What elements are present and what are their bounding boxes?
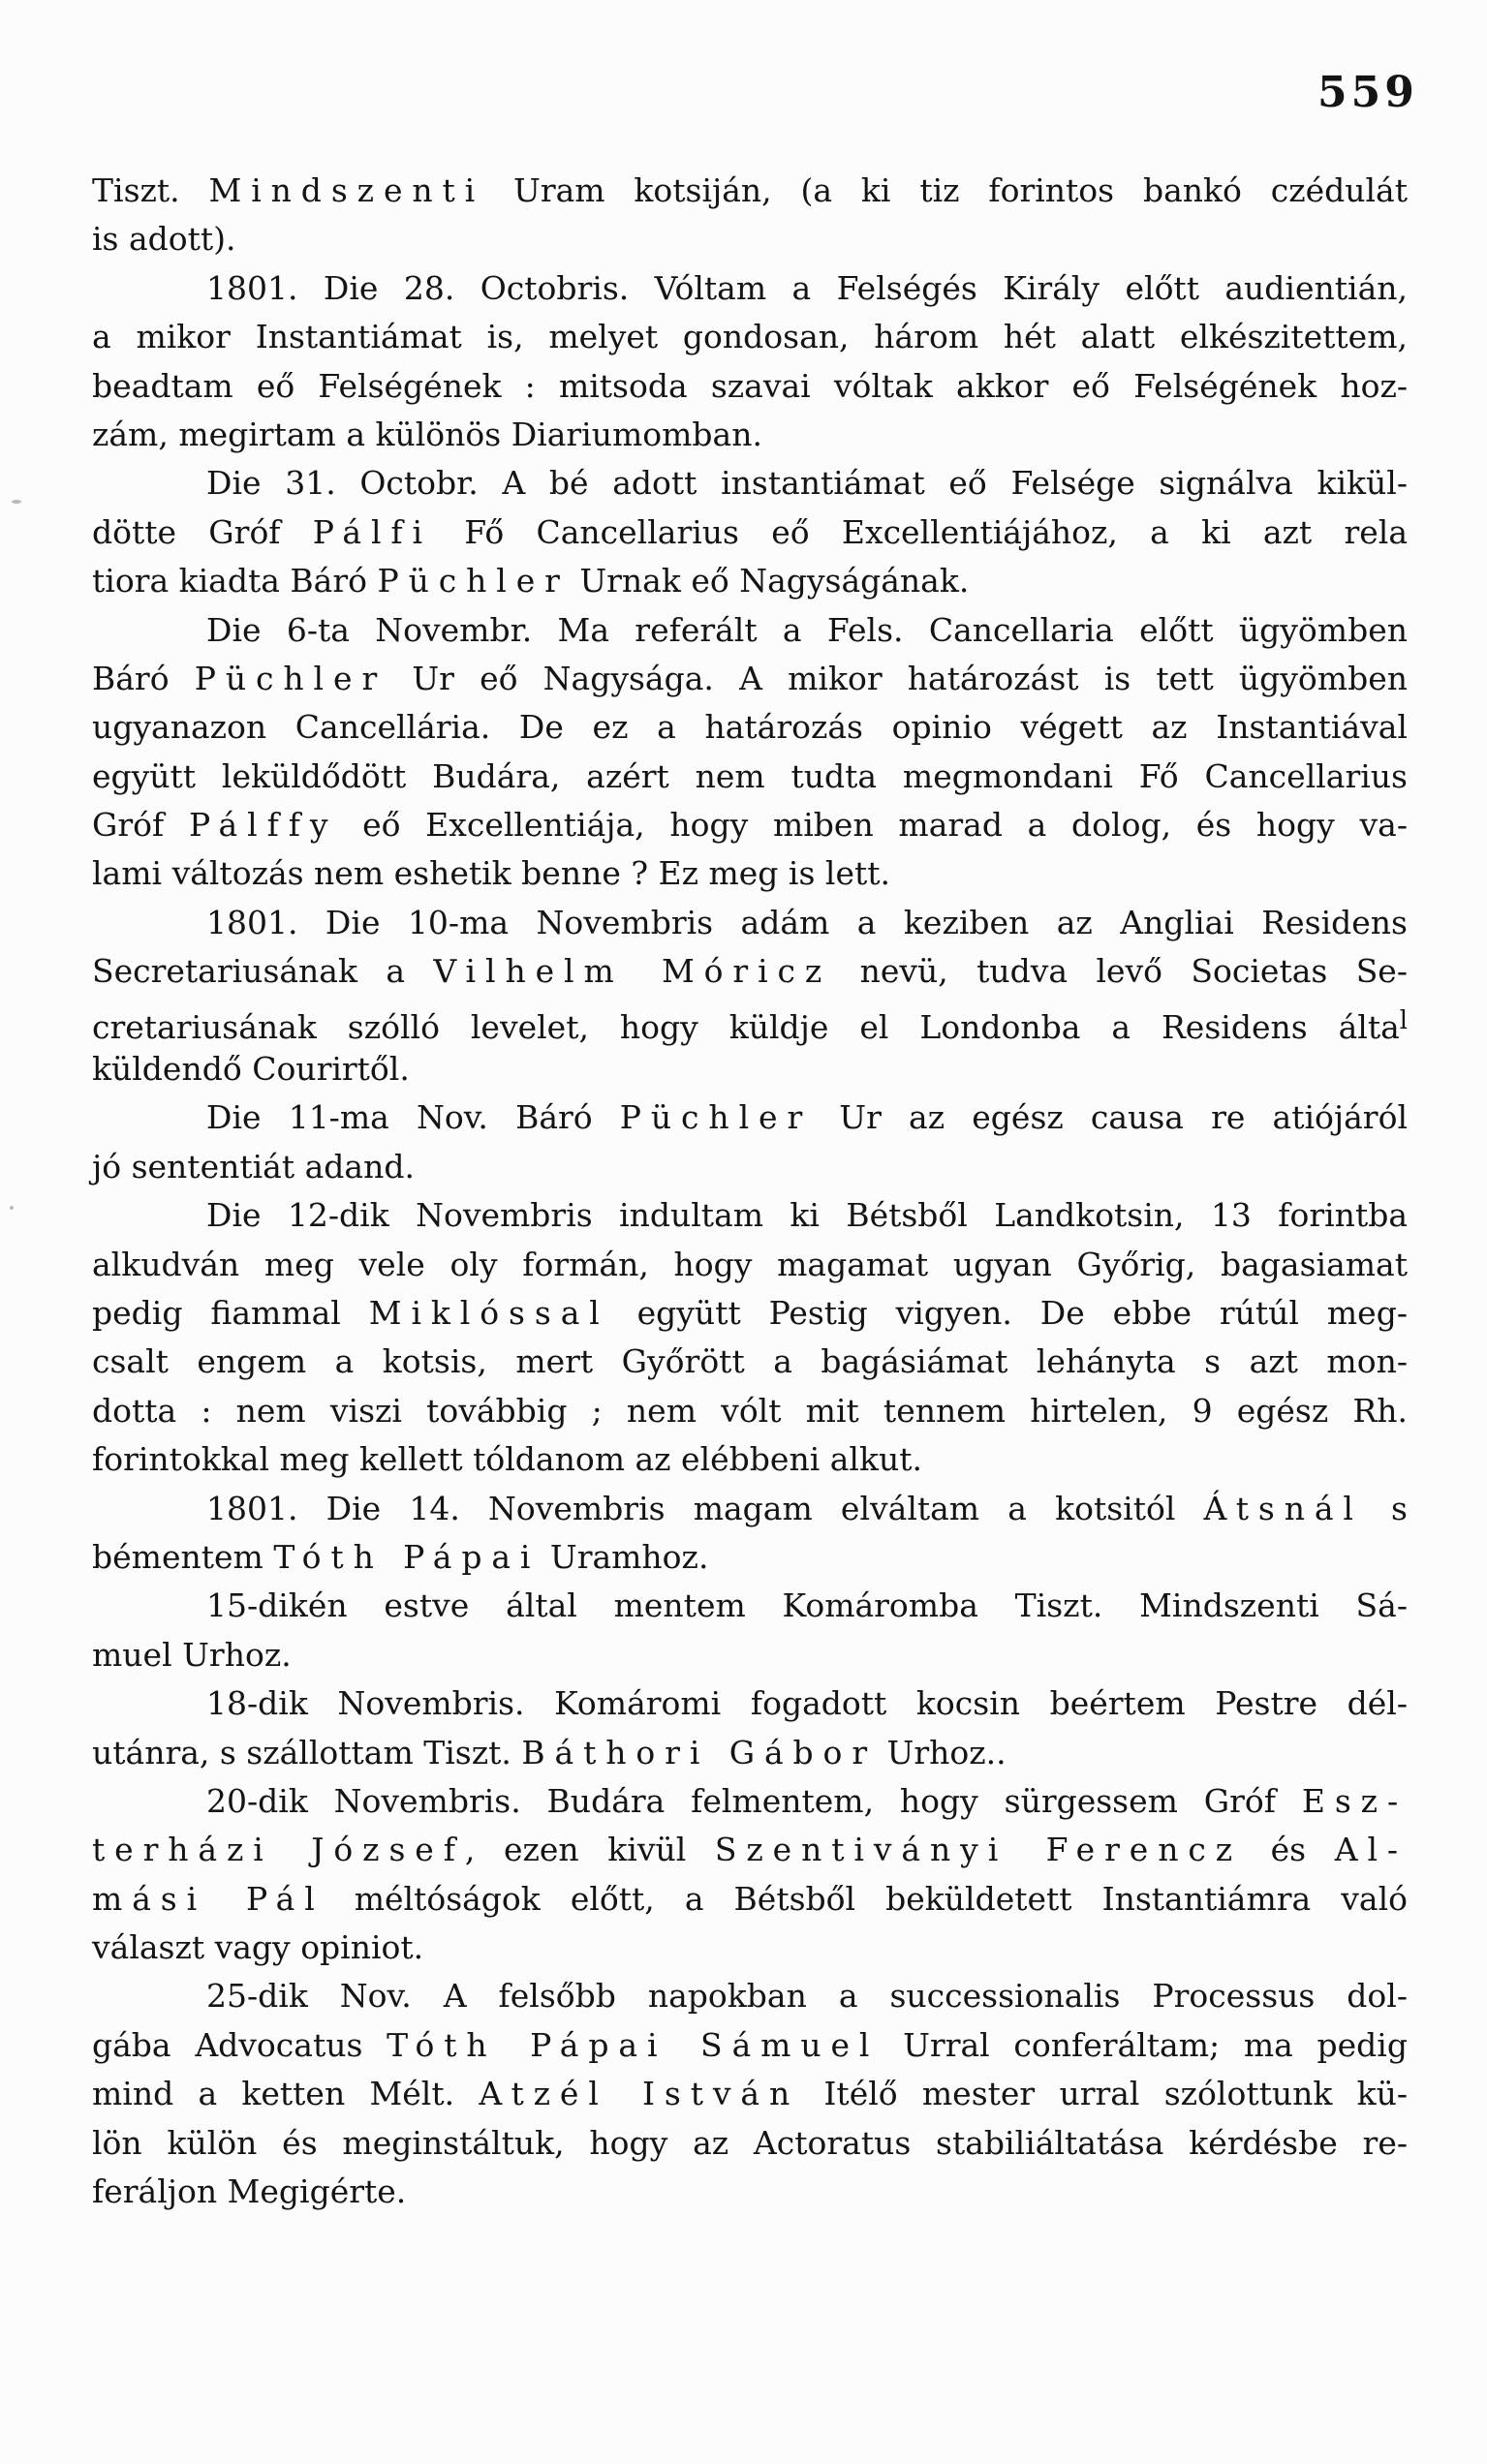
text-segment: választ vagy opiniot. (92, 1928, 424, 1967)
text-segment: a mikor Instantiámat is, melyet gondosan, három hét alatt elkészitettem, (92, 318, 1408, 356)
text-segment: tiora kiadta Báró (92, 562, 378, 601)
scan-speck (10, 1206, 14, 1210)
text-line (92, 1729, 1408, 1777)
text-line (92, 801, 1408, 849)
text-segment: Báró (92, 659, 195, 697)
text-segment: Tiszt. (92, 171, 209, 209)
person-name: terházi József (92, 1831, 465, 1869)
scan-speck (12, 500, 21, 504)
text-segment: 1801. Die 28. Octobris. Vóltam a Felségés Király előtt audientián, (206, 268, 1408, 307)
text-line (92, 1533, 1408, 1582)
text-line (92, 1241, 1408, 1289)
person-name: Átsnál (1203, 1489, 1363, 1527)
text-segment: Itélő mester urral szólottunk kü- (799, 2075, 1409, 2113)
text-segment: lami változás nem eshetik benne ? Ez meg is lett. (92, 854, 891, 893)
text-line (92, 1045, 1408, 1093)
person-name: Vilhelm Móricz (433, 952, 832, 991)
person-name: Miklóssal (368, 1293, 609, 1332)
text-segment: és (1242, 1831, 1335, 1869)
text-segment: gába Advocatus (92, 2025, 387, 2064)
text-line (92, 1387, 1408, 1435)
text-segment: muel Urhoz. (92, 1635, 292, 1674)
text-line (92, 1435, 1408, 1484)
text-segment: cretariusának szólló levelet, hogy küldje el Londonba a Residens álta (92, 1007, 1400, 1046)
person-name: Esz- (1301, 1781, 1408, 1820)
text-segment: Urhoz.. (877, 1733, 1007, 1771)
page-number: 559 (1317, 68, 1418, 117)
text-line (92, 849, 1408, 898)
text-line (92, 997, 1408, 1045)
text-line (92, 655, 1408, 703)
text-line (92, 1924, 1408, 1972)
text-line (92, 264, 1408, 313)
text-segment: 1801. Die 14. Novembris magam elváltam a kotsitól (206, 1489, 1204, 1527)
text-segment: Urnak eő Nagyságának. (569, 562, 970, 601)
text-line (92, 1093, 1408, 1142)
text-segment: bémentem (92, 1537, 274, 1576)
text-segment: alkudván meg vele oly formán, hogy magamat ugyan Győrig, bagasiamat (92, 1245, 1408, 1283)
person-name: Mindszenti (208, 171, 485, 209)
text-segment: ugyanazon Cancellária. De ez a határozás opinio végett az Instantiával (92, 708, 1408, 747)
page-text (92, 167, 1408, 2216)
superscript-letter: l (1399, 1005, 1408, 1035)
text-segment: Secretariusának a (92, 952, 434, 991)
text-line (92, 1143, 1408, 1191)
text-segment: Ur eő Nagysága. A mikor határozást is tett ügyömben (387, 659, 1409, 697)
text-segment: 15-dikén estve által mentem Komáromba Tiszt. Mindszenti Sá- (206, 1586, 1408, 1625)
text-segment: Fő Cancellarius eő Excellentiájához, a ki azt rela (432, 512, 1408, 551)
text-segment: lön külön és meginstáltuk, hogy az Actoratus stabiliáltatása kérdésbe re- (92, 2123, 1408, 2162)
text-line (92, 411, 1408, 459)
text-segment: Die 31. Octobr. A bé adott instantiámat eő Felsége signálva kikül- (206, 464, 1408, 503)
text-line (92, 215, 1408, 263)
text-segment: Die 6-ta Novembr. Ma referált a Fels. Cancellaria előtt ügyömben (206, 610, 1408, 649)
text-segment: zám, megirtam a különös Diariumomban. (92, 415, 762, 453)
text-segment: jó sententiát adand. (92, 1147, 415, 1186)
text-line (92, 362, 1408, 411)
text-segment: 25-dik Nov. A felsőbb napokban a successionalis Processus dol- (206, 1977, 1408, 2016)
text-segment: , ezen kivül (464, 1831, 715, 1869)
text-segment: együtt Pestig vigyen. De ebbe rútúl meg- (608, 1293, 1408, 1332)
person-name: mási Pál (92, 1879, 325, 1918)
text-line (92, 1485, 1408, 1533)
text-segment: 20-dik Novembris. Budára felmentem, hogy sürgessem Gróf (206, 1781, 1302, 1820)
text-segment: pedig fiammal (92, 1293, 369, 1332)
text-segment: 18-dik Novembris. Komáromi fogadott kocsin beértem Pestre dél- (206, 1684, 1408, 1723)
text-line (92, 1289, 1408, 1338)
person-name: Atzél István (479, 2075, 800, 2113)
text-line (92, 557, 1408, 605)
person-name: Báthori Gábor (521, 1733, 878, 1771)
text-line (92, 1875, 1408, 1924)
text-segment: küldendő Courirtől. (92, 1050, 410, 1089)
text-segment: s (1362, 1489, 1408, 1527)
text-line (92, 2119, 1408, 2168)
text-segment: Uramhoz. (540, 1537, 709, 1576)
text-segment: csalt engem a kotsis, mert Győrött a bagásiámat lehányta s azt mon- (92, 1342, 1408, 1381)
text-segment: együtt leküldődött Budára, azért nem tudta megmondani Fő Cancellarius (92, 756, 1408, 795)
text-segment: eő Excellentiája, hogy miben marad a dolog, és hogy va- (337, 806, 1408, 845)
person-name: Tóth Pápai (273, 1537, 541, 1576)
text-segment: utánra, s szállottam Tiszt. (92, 1733, 522, 1771)
person-name: Püchler (377, 562, 570, 601)
text-line (92, 899, 1408, 947)
text-line (92, 606, 1408, 655)
text-line (92, 313, 1408, 361)
person-name: Tóth Pápai Sámuel (387, 2025, 880, 2064)
text-line (92, 459, 1408, 508)
text-line (92, 2021, 1408, 2070)
person-name: Pálffy (188, 806, 338, 845)
text-segment: nevü, tudva levő Societas Se- (831, 952, 1408, 991)
text-line (92, 1191, 1408, 1240)
text-line (92, 1972, 1408, 2020)
text-line (92, 1777, 1408, 1826)
text-segment: Gróf (92, 806, 189, 845)
text-segment: Die 12-dik Novembris indultam ki Bétsből Landkotsin, 13 forintba (206, 1196, 1408, 1235)
text-segment: Ur az egész causa re atiójáról (812, 1098, 1409, 1137)
text-segment: mind a ketten Mélt. (92, 2075, 480, 2113)
text-segment: forintokkal meg kellett tóldanom az elébbeni alkut. (92, 1440, 922, 1479)
text-line (92, 1338, 1408, 1386)
text-segment: is adott). (92, 220, 236, 259)
text-segment: dotta : nem viszi továbbig ; nem vólt mit tennem hirtelen, 9 egész Rh. (92, 1391, 1408, 1430)
person-name: Pálfi (312, 512, 432, 551)
text-line (92, 2168, 1408, 2216)
text-segment: Urral conferáltam; ma pedig (879, 2025, 1408, 2064)
text-line (92, 703, 1408, 752)
text-line (92, 2070, 1408, 2118)
text-segment: Uram kotsiján, (a ki tiz forintos bankó czédulát (484, 171, 1408, 209)
text-line (92, 1679, 1408, 1728)
person-name: Al- (1334, 1831, 1408, 1869)
person-name: Szentiványi Ferencz (714, 1831, 1243, 1869)
text-line (92, 947, 1408, 996)
person-name: Püchler (194, 659, 387, 697)
person-name: Püchler (619, 1098, 813, 1137)
text-line (92, 167, 1408, 215)
text-line (92, 1582, 1408, 1630)
text-segment: feráljon Megigérte. (92, 2172, 407, 2211)
text-segment: 1801. Die 10-ma Novembris adám a keziben az Angliai Residens (206, 903, 1408, 941)
text-segment: dötte Gróf (92, 512, 313, 551)
text-segment: beadtam eő Felségének : mitsoda szavai vóltak akkor eő Felségének hoz- (92, 366, 1408, 405)
text-line (92, 508, 1408, 557)
text-segment: Die 11-ma Nov. Báró (206, 1098, 620, 1137)
text-line (92, 1631, 1408, 1679)
text-line (92, 1826, 1408, 1874)
text-line (92, 753, 1408, 801)
text-segment: méltóságok előtt, a Bétsből beküldetett Instantiámra való (324, 1879, 1408, 1918)
